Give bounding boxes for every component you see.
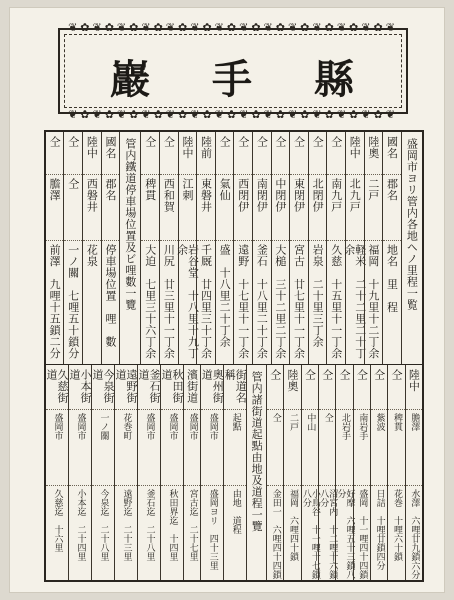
cell-district: 膽澤 [48,178,62,201]
table-column [68,365,91,580]
cell-province: 釜石街道 [136,369,161,404]
cell-place-distance: 由地 道程 [230,489,241,534]
table-lower-section [46,365,422,580]
table-column [215,132,234,364]
cell-province: 久慈街道 [44,369,69,404]
cell-province: 仝 [320,369,334,381]
cell-province: 國名 [103,136,117,159]
cell-place-distance: 宮古迄 二十七里 [187,489,198,561]
cell-province: 仝 [162,136,176,148]
cell-place-distance: 軽米 二十二里二十丁余 [342,244,367,359]
table-column [101,132,120,364]
title-cartouche [58,21,408,121]
cell-place-distance: 一ノ關 七哩五十鎖分 [66,244,80,359]
table-column [364,132,383,364]
cell-district: 郡名 [103,178,117,201]
table-section-heading [246,365,266,580]
cell-province: 陸中 [348,136,362,159]
cell-place-distance: 小本迄 二十四里 [75,489,86,561]
distance-table [44,130,424,582]
cell-province: 仝 [355,369,369,381]
cell-place-distance: 盛 十八里二十丁余 [218,244,232,348]
table-column [335,365,355,580]
cell-province: 仝 [372,369,386,381]
cell-place-distance: 前澤 九哩十五鎖二分 [48,244,62,359]
cell-place-distance: 宮古 廿七里十一丁余 [292,244,306,359]
cell-place-distance: 盛岡 十一哩四十四鎖 [357,489,368,579]
cell-place-distance: 川尻 廿三里十一丁余 [162,244,176,359]
cell-district: 北九戸 [348,178,362,213]
cell-place-distance: 小鳥谷 十一哩十七鎖八分 [300,489,320,579]
table-column [63,132,82,364]
cell-district: 東閉伊 [292,178,306,213]
cell-province: 陸中 [85,136,99,159]
ornament-border-bottom: ❦✿❦✿❦✿❦✿❦✿❦✿❦✿❦✿❦✿❦✿❦✿❦✿❦✿❦ [68,108,398,121]
cell-district: 仝 [66,178,80,190]
cell-district: 仝 [322,413,333,422]
cell-province: 國名 [385,136,399,159]
table-column [301,365,318,580]
table-column [137,365,160,580]
table-column [252,132,271,364]
cell-place-distance: 久慈 十五里十一丁余 [329,244,343,359]
cell-place-distance: 日詰 十哩廿鎖四分 [374,489,385,570]
cell-province: 陸中 [180,136,194,159]
cell-province: 陸前 [199,136,213,159]
cell-district: 南閉伊 [255,178,269,213]
cell-place-distance: 今泉迄 二十八里 [98,489,109,561]
table-column [318,365,338,580]
cell-district: 膽澤 [409,413,420,431]
cell-district: 起點 [230,413,241,431]
table-column [183,365,200,580]
cell-province: 仝 [255,136,269,148]
cell-district: 盛岡市 [52,413,63,440]
cell-district: 稗貫 [143,178,157,201]
cell-province: 奧州街道 [200,369,225,404]
cell-province: 今泉街道 [90,369,115,404]
cell-province: 小本街道 [67,369,92,404]
cell-district: 中山 [305,413,316,431]
cell-place-distance: 秋田界迄 十四里 [167,489,178,561]
cell-district: 南九戸 [329,178,343,213]
heading-text: 盛岡市ヨリ管内各地ヘノ里程一覧 [405,138,419,311]
table-column [175,132,200,364]
heading-text: 管内諸街道起點由地及道程一覽 [250,371,264,532]
table-column [140,132,159,364]
cell-province: 仝 [143,136,157,148]
cell-province: 仝 [218,136,232,148]
cell-province: 陸奧 [366,136,380,159]
table-column [370,365,387,580]
heading-text: 管内鐵道停車場位置及ビ哩數一覽 [123,138,137,311]
cell-place-distance: 好摩 六哩五十三鎖八分 [335,489,355,579]
cell-district: 二戸 [288,413,299,431]
cell-district: 盛岡市 [144,413,155,440]
cell-place-distance: 釜石迄 二十八里 [144,489,155,561]
title-char: 巖 [110,56,152,103]
cell-district: 花巻町 [121,413,132,440]
cell-district: 氣仙 [218,178,232,201]
cell-place-distance: 釜石 十八里二十丁余 [255,244,269,359]
cell-district: 仝 [270,413,281,422]
cell-place-distance: 千厩 廿四里三十丁余 [199,244,213,359]
cell-place-distance: 大迫 七里三十六丁余 [143,244,157,359]
cell-province: 仝 [273,136,287,148]
cell-province: 仝 [303,369,317,381]
table-column [283,365,300,580]
table-column [271,132,290,364]
cell-place-distance: 盛岡ヨリ 四十三里 [207,489,218,570]
cell-place-distance: 福岡 十九里十二丁余 [366,244,380,359]
table-column [46,132,64,364]
cell-district: 中閉伊 [273,178,287,213]
cell-district: 東磐井 [199,178,213,213]
cell-district: 盛岡市 [207,413,218,440]
document-page [10,8,444,592]
cell-district: 北閉伊 [311,178,325,213]
table-column [405,365,422,580]
table-upper-section [46,132,422,365]
table-column [233,132,252,364]
cell-district: 郡名 [385,178,399,201]
cell-province: 仝 [329,136,343,148]
cell-district: 江刺 [180,178,194,201]
table-column [114,365,137,580]
table-column [382,132,401,364]
table-column [266,365,283,580]
cell-province: 仝 [48,136,62,148]
cell-place-distance: 福岡 六哩四十鎖 [288,489,299,561]
cell-place-distance: 金田一 六哩四十四鎖 [270,489,281,579]
cell-place-distance: 地名 里 程 [385,244,399,313]
cell-place-distance: 岩泉 二十里三丁余 [311,244,325,348]
cell-district: 盛岡市 [167,413,178,440]
cell-place-distance: 大槌 三十二里二丁余 [273,244,287,359]
cell-place-distance: 遠野 十七里十一丁余 [236,244,250,359]
cell-place-distance: 花巻 十哩六十鎖 [392,489,402,561]
cell-province: 陸奧 [286,369,300,392]
cell-province: 秋田街道 [159,369,184,404]
cell-place-distance: 岩谷堂 十八里十九丁余 [175,244,200,359]
cell-province: 陸中 [407,369,421,392]
title-char: 手 [212,56,254,103]
table-column [387,365,404,580]
cell-district: 西和賀 [162,178,176,213]
cell-district: 盛岡市 [75,413,86,440]
cell-district: 北岩手 [340,413,351,440]
cell-province: 遠野街道 [113,369,138,404]
cell-province: 仝 [236,136,250,148]
cell-province: 街道名稱 [223,369,248,404]
ornament-border-top: ❦✿❦✿❦✿❦✿❦✿❦✿❦✿❦✿❦✿❦✿❦✿❦✿❦✿❦ [68,21,398,34]
table-column [46,365,68,580]
table-column [91,365,114,580]
cell-district: 一ノ關 [98,413,109,440]
cell-province: 仝 [338,369,352,381]
table-column [353,365,370,580]
table-column [342,132,367,364]
cell-province: 濱街道 [185,369,199,404]
table-column [308,132,327,364]
cell-place-distance: 停車場位置 哩 數 [103,244,117,348]
cell-place-distance: 花泉 [85,244,99,279]
table-column [196,132,215,364]
table-column [160,365,183,580]
cell-place-distance: 水澤 六哩廿九鎖六分 [409,489,420,579]
cell-district: 西磐井 [85,178,99,213]
cell-province: 仝 [268,369,282,381]
cell-district: 南岩手 [357,413,368,440]
cell-district: 二戸 [366,178,380,201]
cell-province: 仝 [311,136,325,148]
cell-district: 紫波 [374,413,385,431]
table-section-heading [401,132,422,364]
table-column [223,365,246,580]
title-char: 縣 [314,56,356,103]
cell-province: 仝 [390,369,403,381]
table-section-heading [119,132,140,364]
cell-district: 稗貫 [392,413,402,431]
table-column [82,132,101,364]
cell-place-distance: 久慈迄 十六里 [52,489,63,552]
cell-province: 仝 [66,136,80,148]
cell-place-distance: 遠野迄 二十三里 [121,489,132,561]
cell-district: 西閉伊 [236,178,250,213]
cell-district: 盛岡市 [187,413,198,440]
cell-province: 仝 [292,136,306,148]
cell-place-distance: 沼宮内 十二哩十六鎖八分 [318,489,338,579]
table-column [200,365,223,580]
table-column [289,132,308,364]
document-title [60,48,406,105]
